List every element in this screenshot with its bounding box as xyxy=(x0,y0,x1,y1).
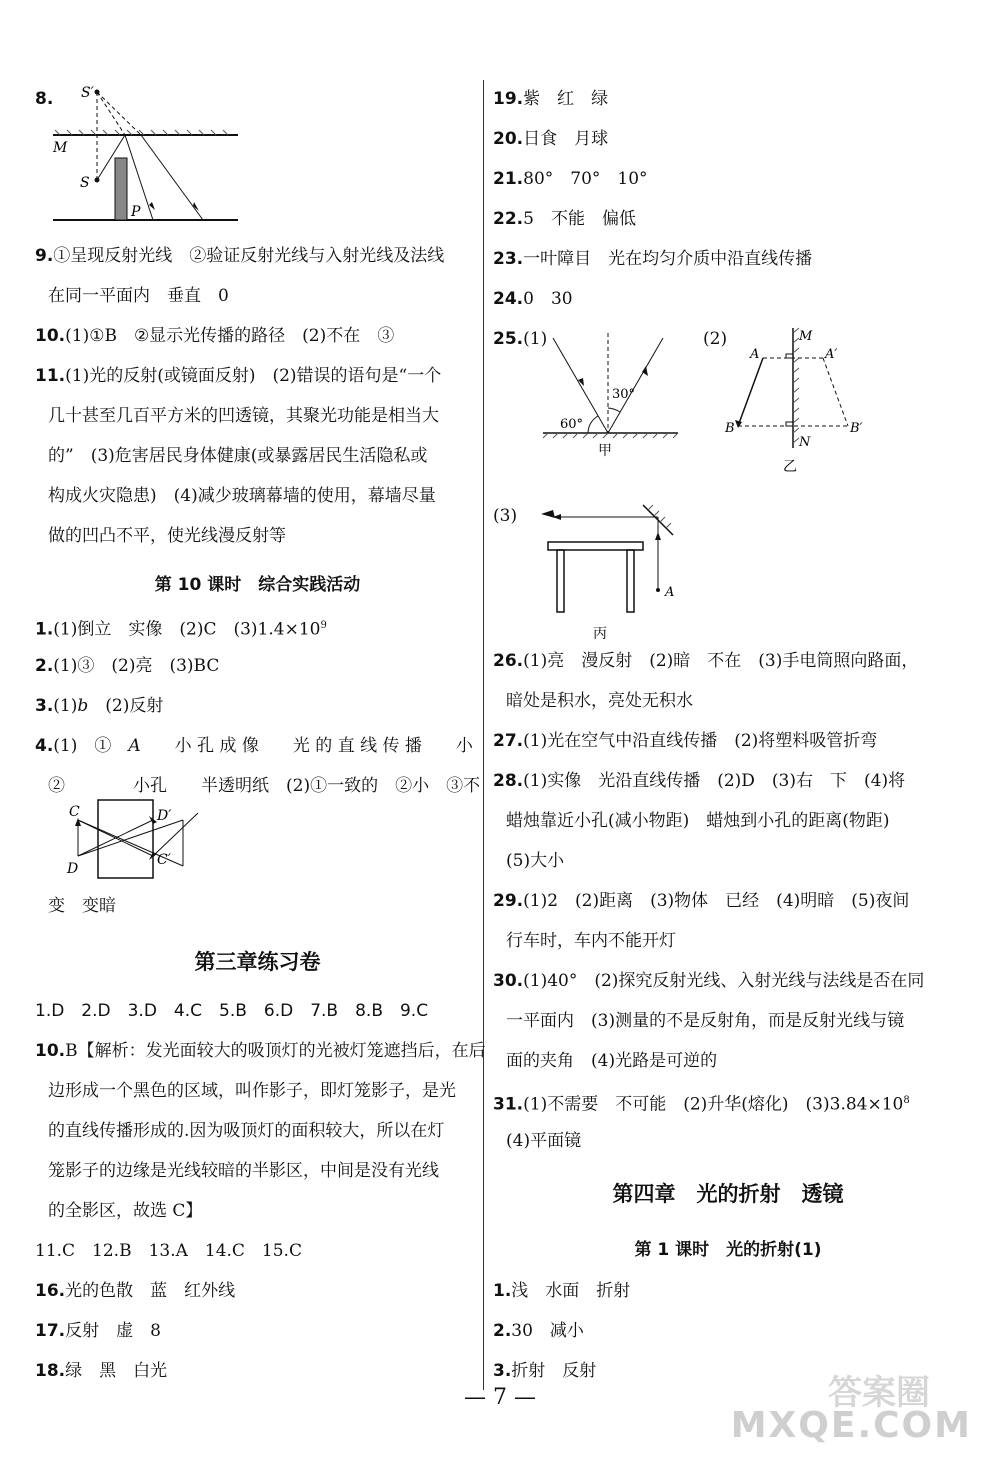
q17-line: 17.反射 虚 8 xyxy=(35,1321,161,1341)
svg-text:30°: 30° xyxy=(612,387,636,402)
q30-line3: 面的夹角 (4)光路是可逆的 xyxy=(506,1051,718,1071)
p4-pinhole-diagram xyxy=(53,798,253,883)
q29-line1: 29.(1)2 (2)距离 (3)物体 已经 (4)明暗 (5)夜间 xyxy=(493,891,910,911)
q28-line2: 蜡烛靠近小孔(减小物距) 蜡烛到小孔的距离(物距) xyxy=(506,811,890,831)
svg-text:P: P xyxy=(131,204,141,220)
watermark-url: MXQE.COM xyxy=(730,1405,972,1446)
svg-text:C: C xyxy=(69,804,80,820)
q20-line: 20.日食 月球 xyxy=(493,129,609,149)
svg-text:N: N xyxy=(799,435,811,450)
p2-line: 2.(1)③ (2)亮 (3)BC xyxy=(35,656,220,676)
q11-line3: 的” (3)危害居民身体健康(或暴露居民生活隐私或 xyxy=(48,446,428,466)
p4-line1: 4.(1) ① A 小 孔 成 像 光 的 直 线 传 播 小 xyxy=(35,736,473,756)
mc-answers-1-9: 1.D 2.D 3.D 4.C 5.B 6.D 7.B 8.B 9.C xyxy=(35,1001,429,1021)
svg-text:C′: C′ xyxy=(157,852,171,868)
q11-line4: 构成火灾隐患) (4)减少玻璃幕墙的使用，幕墙尽量 xyxy=(48,486,436,506)
q10x-line4: 笼影子的边缘是光线较暗的半影区，中间是没有光线 xyxy=(48,1161,439,1181)
q16-line: 16.光的色散 蓝 红外线 xyxy=(35,1281,236,1301)
q26-line2: 暗处是积水，亮处无积水 xyxy=(506,691,693,711)
svg-text:A: A xyxy=(750,347,760,362)
q27-line1: 27.(1)光在空气中沿直线传播 (2)将塑料吸管折弯 xyxy=(493,731,878,751)
q10x-line2: 边形成一个黑色的区域，叫作影子，即灯笼影子，是光 xyxy=(48,1081,456,1101)
mc-answers-11-15: 11.C 12.B 13.A 14.C 15.C xyxy=(35,1241,302,1261)
q8: 8. xyxy=(35,89,54,109)
svg-text:D: D xyxy=(67,861,79,877)
p1-line: 1.(1)倒立 实像 (2)C $(3)1.4\times 10^9$ xyxy=(35,619,327,640)
q22-line: 22.5 不能 偏低 xyxy=(493,209,636,229)
q25-label: 25.(1) xyxy=(493,329,548,349)
svg-text:A: A xyxy=(665,585,675,600)
q23-line: 23.一叶障目 光在均匀介质中沿直线传播 xyxy=(493,249,813,269)
q25-part3-label: (3) xyxy=(493,506,518,526)
q31-line1: 31.(1)不需要 不可能 (2)升华(熔化) $(3)3.84\times 10^8$ xyxy=(493,1094,910,1115)
section-title-lesson10: 第 10 课时 综合实践活动 xyxy=(154,575,361,595)
svg-text:D′: D′ xyxy=(157,808,172,824)
svg-text:S′: S′ xyxy=(81,85,94,101)
q21-line: 21.80° 70° 10° xyxy=(493,169,648,189)
q30-line1: 30.(1)40° (2)探究反射光线、入射光线与法线是否在同 xyxy=(493,971,925,991)
q25-part2-label: (2) xyxy=(703,329,728,349)
q31-line2: (4)平面镜 xyxy=(506,1131,582,1151)
column-divider xyxy=(483,80,484,1390)
svg-text:B′: B′ xyxy=(850,421,863,436)
svg-text:B: B xyxy=(725,421,735,436)
r3-line: 3.折射 反射 xyxy=(493,1361,597,1381)
q10x-line3: 的直线传播形成的.因为吸顶灯的面积较大，所以在灯 xyxy=(48,1121,445,1141)
q11-line1: 11.(1)光的反射(或镜面反射) (2)错误的语句是“一个 xyxy=(35,366,442,386)
r1-line: 1.浅 水面 折射 xyxy=(493,1281,631,1301)
section-title-chapter3-exercise: 第三章练习卷 xyxy=(194,950,321,974)
q10-line1: 10.(1)①B ②显示光传播的路径 (2)不在 ③ xyxy=(35,326,395,346)
svg-text:丙: 丙 xyxy=(593,626,607,642)
q29-line2: 行车时，车内不能开灯 xyxy=(506,931,676,951)
p4-line2: ② 小孔 半透明纸 (2)①一致的 ②小 ③不 xyxy=(48,776,481,796)
p4-line3: 变 变暗 xyxy=(48,896,116,916)
q28-line3: (5)大小 xyxy=(506,851,565,871)
q19-line: 19.紫 红 绿 xyxy=(493,89,609,109)
q25-fig-yi xyxy=(725,328,873,478)
q10x-line1: 10.B【解析：发光面较大的吸顶灯的光被灯笼遮挡后，在后 xyxy=(35,1041,486,1061)
svg-text:乙: 乙 xyxy=(783,459,797,475)
q9-line1: 9.①呈现反射光线 ②验证反射光线与入射光线及法线 xyxy=(35,246,445,266)
watermark-logo-text: 答案圈 xyxy=(828,1373,930,1413)
q30-line2: 一平面内 (3)测量的不是反射角，而是反射光线与镜 xyxy=(506,1011,905,1031)
q10x-line5: 的全影区，故选 C】 xyxy=(48,1201,203,1221)
q8-mirror-diagram xyxy=(53,80,263,228)
page-number: — 7 — xyxy=(464,1385,536,1410)
q18-line: 18.绿 黑 白光 xyxy=(35,1361,168,1381)
svg-text:60°: 60° xyxy=(560,417,584,432)
chapter4-title: 第四章 光的折射 透镜 xyxy=(612,1182,844,1206)
svg-text:M: M xyxy=(53,140,68,156)
r2-line: 2.30 减小 xyxy=(493,1321,584,1341)
q25-fig-jia xyxy=(538,328,688,458)
svg-text:S: S xyxy=(80,175,90,191)
q11-line5: 做的凹凸不平，使光线漫反射等 xyxy=(48,526,286,546)
chapter4-lesson1-title: 第 1 课时 光的折射(1) xyxy=(634,1240,822,1260)
q26-line1: 26.(1)亮 漫反射 (2)暗 不在 (3)手电筒照向路面， xyxy=(493,651,919,671)
q9-line2: 在同一平面内 垂直 0 xyxy=(48,286,229,306)
q25-fig-bing xyxy=(533,500,693,650)
q24-line: 24.0 30 xyxy=(493,289,573,309)
q28-line1: 28.(1)实像 光沿直线传播 (2)D (3)右 下 (4)将 xyxy=(493,771,906,791)
svg-text:甲: 甲 xyxy=(598,443,612,459)
q11-line2: 几十甚至几百平方米的凹透镜，其聚光功能是相当大 xyxy=(48,406,439,426)
svg-text:M: M xyxy=(799,329,813,344)
svg-text:A′: A′ xyxy=(825,347,838,362)
p3-line: 3.(1)b (2)反射 xyxy=(35,696,164,716)
